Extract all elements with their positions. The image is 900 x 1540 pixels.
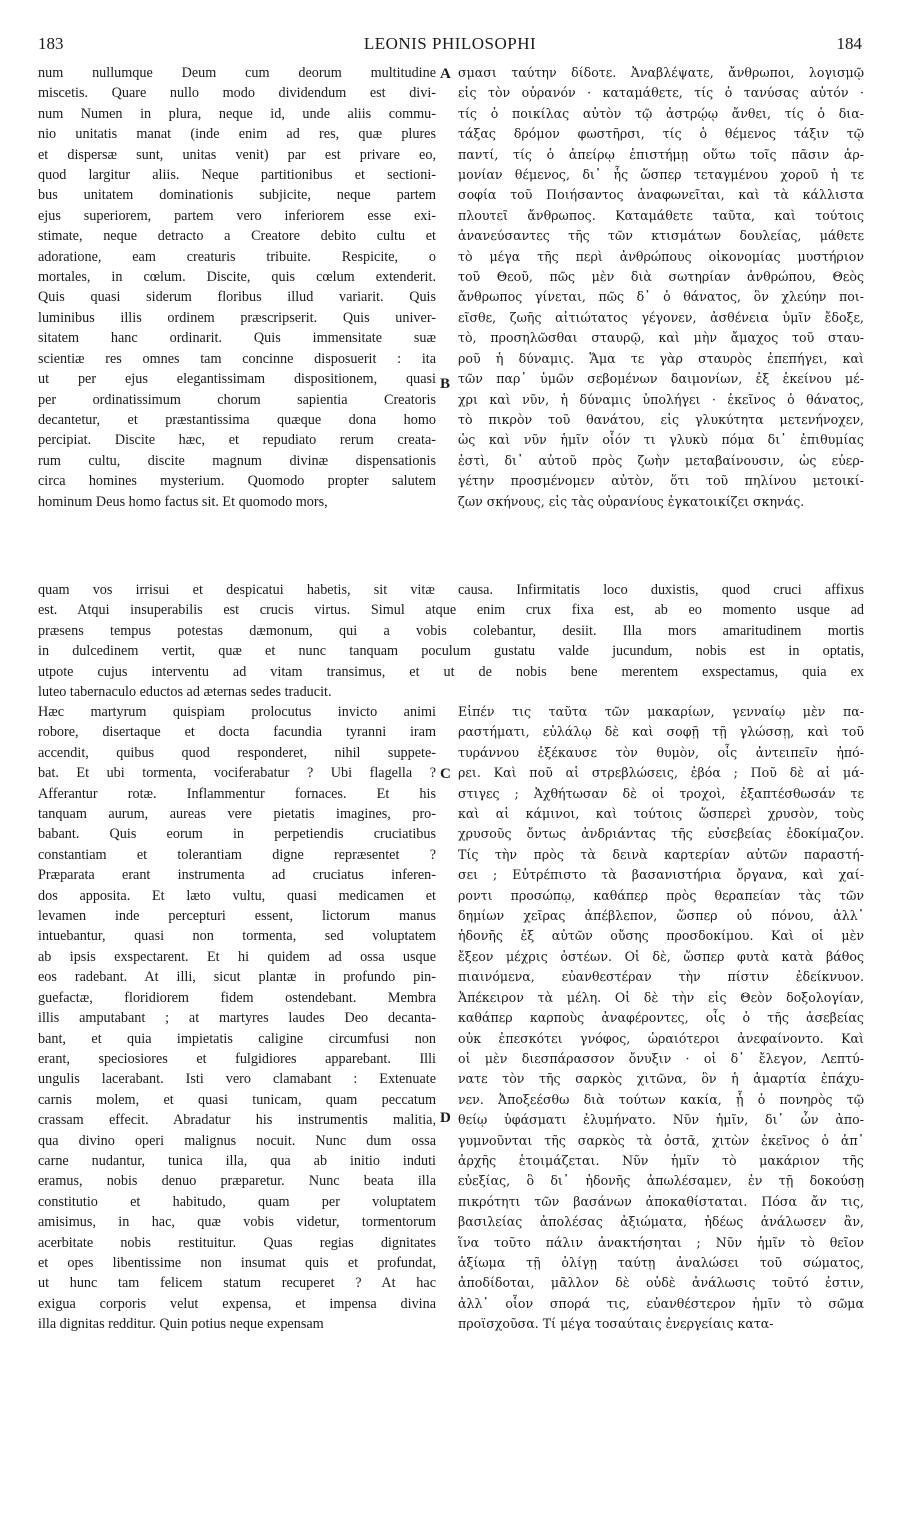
- section-marker-b: B: [440, 376, 451, 392]
- text-line: et dispersæ sunt, unitas venit) par est privare eo,: [38, 146, 436, 163]
- text-line: βασιλείας ἀπολέσας ἀξιώματα, ἡδέως ἀνάλωσεν ἂν,: [458, 1214, 864, 1230]
- text-line: στιγες ; Ἀχθήτωσαν δὲ οἱ τροχοὶ, ἐξαπτέσθωσάν τε: [458, 785, 864, 801]
- latin-full-width-paragraph: [38, 580, 864, 702]
- text-line: ἡδονῆς ἐξ αὐτῶν οὔσης προσδοκίμου. Καὶ οἱ μὲν: [458, 928, 864, 944]
- text-line: καθάπερ καρποὺς ἀναφέροντες, οἷς ὁ τῆς ἀσεβείας: [458, 1010, 864, 1026]
- text-line: τοῦ Θεοῦ, πῶς μὲν διὰ σωτηρίαν ἀνθρώπου, Θεὸς: [458, 269, 864, 285]
- text-line: χρυσοῦς ὄντως ἀνδριάντας τῆς εὐσεβείας ἐδοκίμαζον.: [458, 826, 864, 842]
- text-line: ἔξεον μέχρις ὀστέων. Οἱ δὲ, ὥσπερ φυτὰ κατὰ βάθος: [458, 948, 864, 964]
- text-line: ut hunc tam felicem statum recuperet ? At hac: [38, 1275, 436, 1292]
- text-line: τίς ὁ ποικίλας αὐτὸν τῷ ἀστρῴῳ ἄνθει, τίς ὁ δια-: [458, 105, 864, 121]
- text-line: dos apposita. Et læto vultu, quasi medicamen et: [38, 887, 436, 904]
- text-line: ἄνθρωπος γίνεται, πῶς δ᾽ ὁ θάνατος, ὃν χλεύην ποι-: [458, 289, 864, 305]
- text-line: bus unitatem dominationis subjicite, neque partem: [38, 187, 436, 204]
- text-line: miscetis. Quare nullo modo dividendum est divi-: [38, 85, 436, 102]
- text-line: intuebantur, quasi non tormenta, sed voluptatem: [38, 928, 436, 945]
- text-line: stimate, neque detracto a Creatore debito cultu et: [38, 228, 436, 245]
- text-line: ἀνανεύσαντες τῆς τῶν κτισμάτων δουλείας, μάθετε: [458, 228, 864, 244]
- text-line: ροντι προσώπῳ, καθάπερ πρὸς θεραπείαν τὰς τῶν: [458, 887, 864, 903]
- text-line: Τίς τὴν πρὸς τὰ δεινὰ καρτερίαν αὐτῶν παραστή-: [458, 846, 864, 862]
- text-line: τὸ μέγα τῆς περὶ ἀνθρώπους οἰκονομίας μυστήριον: [458, 248, 864, 264]
- text-line: constantiam et tolerantiam digne repræsentet ?: [38, 846, 436, 863]
- text-line: eramus, nobis denuo præparetur. Nunc beata illa: [38, 1173, 436, 1190]
- text-line: sitatem hanc ordinarit. Quis immensitate suæ: [38, 330, 436, 347]
- text-line: ροῦ ἡ δύναμις. Ἅμα τε γὰρ σταυρὸς ἐπεπήγει, καὶ: [458, 350, 864, 366]
- text-line: ἵνα τοῦτο πάλιν ἀνακτήσηται ; Νῦν ἡμῖν τὸ θεῖον: [458, 1234, 864, 1250]
- greek-column-top: [458, 63, 864, 512]
- text-line: rum cultu, discite magnum divinæ dispensationis: [38, 452, 436, 469]
- text-line: ἐστὶ, δι᾽ αὐτοῦ πρὸς ζωὴν μεταβαίνουσιν, ὡς εὐερ-: [458, 452, 864, 468]
- text-line: circa homines mysterium. Quomodo propter salutem: [38, 473, 436, 490]
- text-line: θείῳ ὑφάσματι ἐλυμήνατο. Νῦν ἡμῖν, δι᾽ ὧν ἀπο-: [458, 1112, 864, 1128]
- text-line: et opes libentissime non insumat quis et profundat,: [38, 1254, 436, 1271]
- text-line: qua divino operi malignus nocuit. Nunc dum ossa: [38, 1132, 436, 1149]
- latin-column-bottom: [38, 702, 436, 1335]
- text-line: εῖσθε, ζωῆς αἰτιώτατος γέγονεν, ἀσθένεια ὑμῖν ἔδοξε,: [458, 309, 864, 325]
- text-line: γυμνοῦνται τῆς σαρκὸς τὰ ὀστᾶ, χιτὼν ἐκεῖνος ὁ ἀπ᾽: [458, 1132, 864, 1148]
- text-line: Afferantur rotæ. Inflammentur fornaces. Et his: [38, 785, 436, 802]
- text-line: τάξας δρόμον φωστῆρσι, τίς ὁ θέμενος τάξιν τῷ: [458, 126, 864, 142]
- page-number-right: 184: [836, 34, 862, 53]
- text-line: amisimus, in hac, quæ vobis videtur, tormentorum: [38, 1214, 436, 1231]
- section-marker-a: A: [440, 66, 451, 82]
- text-line: γέτην προσμένομεν αὐτὸν, ὅτι τοῦ πηλίνου μετοικί-: [458, 473, 864, 489]
- text-line: hominum Deus homo factus sit. Et quomodo mors,: [38, 493, 328, 510]
- text-line: τὸ, προσηλῶσθαι σταυρῷ, καὶ μὴν ἄμαχος τοῦ σταυ-: [458, 330, 864, 346]
- text-line: exigua corporis velut expensa, et impensa divina: [38, 1295, 436, 1312]
- running-header: [30, 34, 870, 56]
- page-number-left: 183: [38, 34, 64, 53]
- latin-column-top: [38, 63, 436, 512]
- text-line: καὶ αἱ κάμινοι, καὶ τούτοις ὥσπερεὶ χρυσὸν, τοὺς: [458, 806, 864, 822]
- text-line: εὐεξίας, ὃ δι᾽ ἡδονῆς ἀπωλέσαμεν, ἐν τῇ δοκούσῃ: [458, 1173, 864, 1189]
- text-line: σοφία τοῦ Ποιήσαντος ἀναφωνεῖται, καὶ τὰ κάλλιστα: [458, 187, 864, 203]
- text-line: τὸ πικρὸν τοῦ θανάτου, εἰς γλυκύτητα μετενήνοχεν,: [458, 411, 864, 427]
- text-line: πιαινόμενα, εὐανθεστέραν τὴν πίστιν ἐδείκνυον.: [458, 969, 864, 985]
- section-marker-c: C: [440, 766, 451, 782]
- text-line: οἱ μὲν διεσπάρασσον ὄνυξιν · οἱ δ᾽ ἔλεγον, Λεπτύ-: [458, 1050, 864, 1066]
- text-line: ἀρχῆς ἑτοιμάζεται. Νῦν ἡμῖν τὸ μακάριον τῆς: [458, 1152, 864, 1168]
- text-line: ejus superiorem, partem vero inferiorem esse exi-: [38, 207, 436, 224]
- text-line: guefactæ, floridiorem fidem ostendebant. Membra: [38, 989, 436, 1006]
- running-title: LEONIS PHILOSOPHI: [363, 34, 537, 53]
- text-line: ρει. Καὶ ποῦ αἱ στρεβλώσεις, ἐβόα ; Ποῦ δὲ αἱ μά-: [458, 765, 864, 781]
- text-line: eos radebant. At illi, sicut plantæ in profundo pin-: [38, 969, 436, 986]
- text-line: Εἰπέν τις ταῦτα τῶν μακαρίων, γενναίῳ μὲν πα-: [458, 704, 864, 719]
- text-line: luminibus illis ordinem præscripserit. Quis univer-: [38, 309, 436, 326]
- text-line: luteo tabernaculo eductos ad æternas sedes traducit.: [38, 684, 332, 701]
- text-line: num Numen in plura, neque id, unde aliis commu-: [38, 105, 436, 122]
- text-line: ab ipsis exspectarent. Et hi quidem ad ossa usque: [38, 948, 436, 965]
- text-line: νεν. Ἀποξεέσθω διὰ τούτων κακία, ᾗ ὁ πονηρὸς τῷ: [458, 1091, 864, 1107]
- text-line: percipiat. Discite hæc, et repudiato rerum creata-: [38, 432, 436, 449]
- text-line: quam vos irrisui et despicatui habetis, sit vitæ causa. Infirmitatis loco duxistis, quod cruci affixus: [38, 582, 864, 598]
- text-line: παντί, τίς ὁ ἀπείρῳ ἐπιστήμῃ οὕτω τοῖς πᾶσιν ἁρ-: [458, 146, 864, 162]
- text-line: μονίαν θέμενος, δι᾽ ἧς ὥσπερ τεταγμένου χοροῦ ἡ τε: [458, 167, 864, 183]
- text-line: babant. Quis eorum in perpetiendis cruciatibus: [38, 826, 436, 843]
- text-line: accendit, quibus quod responderet, nihil suppete-: [38, 744, 436, 761]
- text-line: πικρότητι τῶν βασάνων ἀποκαθίσταται. Πόσα ἄν τις,: [458, 1193, 864, 1209]
- text-line: ζων σκήνους, εἰς τὰς οὐρανίους ἐγκατοικίζει σκηνάς.: [458, 493, 805, 509]
- text-line: quod largitur aliis. Neque partitionibus et sectioni-: [38, 167, 436, 184]
- text-line: τυράννου ἐξέκαυσε τὸν θυμὸν, οἷς ἀντειπεῖν ἠπό-: [458, 744, 864, 760]
- greek-column-bottom: [458, 702, 864, 1335]
- text-line: ἀξίωμα τῇ ὀλίγῃ ταύτῃ ἀναλώσει τοῦ σώματος,: [458, 1254, 864, 1270]
- text-line: acerbitate nobis restituitur. Quas regias dignitates: [38, 1234, 436, 1251]
- text-line: χρι καὶ νῦν, ἡ δύναμις ὑπολήγει · ἐκεῖνος ὁ θάνατος,: [458, 391, 864, 407]
- text-line: præsens tempus potestas dæmonum, qui a vobis colebantur, desiit. Illa mors amaritudinem mortis: [38, 622, 864, 639]
- text-line: bant, et quia impietatis caligine circumfusi non: [38, 1030, 436, 1047]
- text-line: ut per ejus elegantissimam dispositionem, quasi: [38, 371, 436, 388]
- text-line: decantetur, et præstantissima quæque dona homo: [38, 411, 436, 428]
- text-line: Quis quasi siderum floribus illud variarit. Quis: [38, 289, 436, 306]
- text-line: προϊσχοῦσα. Τί μέγα τοσαύταις ἐνεργείαις κατα-: [458, 1316, 774, 1332]
- text-line: νατε τὸν τῆς σαρκὸς χιτῶνα, ὃν ἡ ἁμαρτία ἐπάχυ-: [458, 1071, 864, 1087]
- text-line: ὡς καὶ νῦν ἡμῖν οἷόν τι γλυκὺ πόμα δι᾽ ἐπιθυμίας: [458, 432, 864, 448]
- text-line: Ἀπέκειρον τὰ μέλη. Οἱ δὲ τὴν εἰς Θεὸν δοξολογίαν,: [458, 989, 864, 1005]
- text-line: illa dignitas redditur. Quin potius neque expensam: [38, 1316, 324, 1333]
- text-line: levamen inde percepturi essent, lictorum manus: [38, 908, 436, 925]
- text-line: nio unitatis manat (inde enim ad res, quæ plures: [38, 126, 436, 143]
- text-line: scientiæ res omnes tam concinne disposuerit : ita: [38, 350, 436, 367]
- text-line: Hæc martyrum quispiam prolocutus invicto animi: [38, 704, 436, 720]
- text-line: πλουτεῖ ἄνθρωπος. Καταμάθετε ταῦτα, καὶ τούτοις: [458, 207, 864, 223]
- text-line: bat. Et ubi tormenta, vociferabatur ? Ubi flagella ?: [38, 765, 436, 782]
- text-line: in dulcedinem vertit, quæ et nunc tanquam poculum gustatu valde jucundum, nobis est in optatis,: [38, 643, 864, 660]
- text-line: δημίων χεῖρας ἀπέβλεπον, ὥσπερ οὐ πόνου, ἀλλ᾽: [458, 908, 864, 924]
- text-line: Præparata erant instrumenta ad cruciatus inferen-: [38, 867, 436, 884]
- text-line: erant, speciosiores et fulgidiores apparebant. Illi: [38, 1050, 436, 1067]
- text-line: adoratione, eam creaturis tribuite. Respicite, o: [38, 248, 436, 265]
- text-line: utpote cujus interventu ad vitam transimus, et ut de nobis bene merentem exspectamus, quia ex: [38, 663, 864, 680]
- text-line: οὐκ ἐπεσκότει γνόφος, ὡραιότεροι ἀνεφαίνοντο. Καὶ: [458, 1030, 864, 1046]
- text-line: mortales, in cœlum. Discite, quis cœlum extenderit.: [38, 269, 436, 286]
- text-line: per ordinatissimum chorum sapientia Creatoris: [38, 391, 436, 408]
- text-line: εἰς τὸν οὐρανόν · καταμάθετε, τίς ὁ τανύσας αὐτόν ·: [458, 85, 864, 101]
- text-line: illis amputabant ; at martyres laudes Deo decanta-: [38, 1010, 436, 1027]
- text-line: σμασι ταύτην δίδοτε. Ἀναβλέψατε, ἄνθρωποι, λογισμῷ: [458, 65, 864, 80]
- text-line: crassam effecit. Abradatur his instrumentis malitia,: [38, 1112, 436, 1129]
- text-line: carnis molem, et quasi tunicam, quam peccatum: [38, 1091, 436, 1108]
- text-line: ungulis lacerabant. Isti vero clamabant : Extenuate: [38, 1071, 436, 1088]
- text-line: constitutio et habitudo, quam per voluptatem: [38, 1193, 436, 1210]
- section-marker-d: D: [440, 1110, 451, 1126]
- text-line: robore, disertaque et docta facundia tyranni iram: [38, 724, 436, 741]
- text-line: est. Atqui insuperabilis est crucis virtus. Simul atque enim crux fixa est, ab eo momento usque ad: [38, 602, 864, 619]
- text-line: τῶν παρ᾽ ὑμῶν σεβομένων δαιμονίων, ἐξ ἐκείνου μέ-: [458, 371, 864, 387]
- text-line: carne nudantur, tunica illa, qua ab initio induti: [38, 1152, 436, 1169]
- text-line: σει ; Εὐτρέπιστο τὰ βασανιστήρια ὄργανα, καὶ χαί-: [458, 867, 864, 883]
- text-line: ἀποδίδοται, μᾶλλον δὲ οὐδὲ ἀνάλωσις τοῦτό ἐστιν,: [458, 1275, 864, 1291]
- text-line: ραστήματι, εὐλάλῳ δὲ καὶ σοφῇ τῇ γλώσσῃ, καὶ τοῦ: [458, 724, 864, 740]
- text-line: num nullumque Deum cum deorum multitudine: [38, 65, 436, 81]
- text-line: tanquam aurum, aureas vere pietatis imagines, pro-: [38, 806, 436, 823]
- text-line: ἀλλ᾽ οἷον σπορά τις, εὐανθέστερον ἡμῖν τὸ σῶμα: [458, 1295, 864, 1311]
